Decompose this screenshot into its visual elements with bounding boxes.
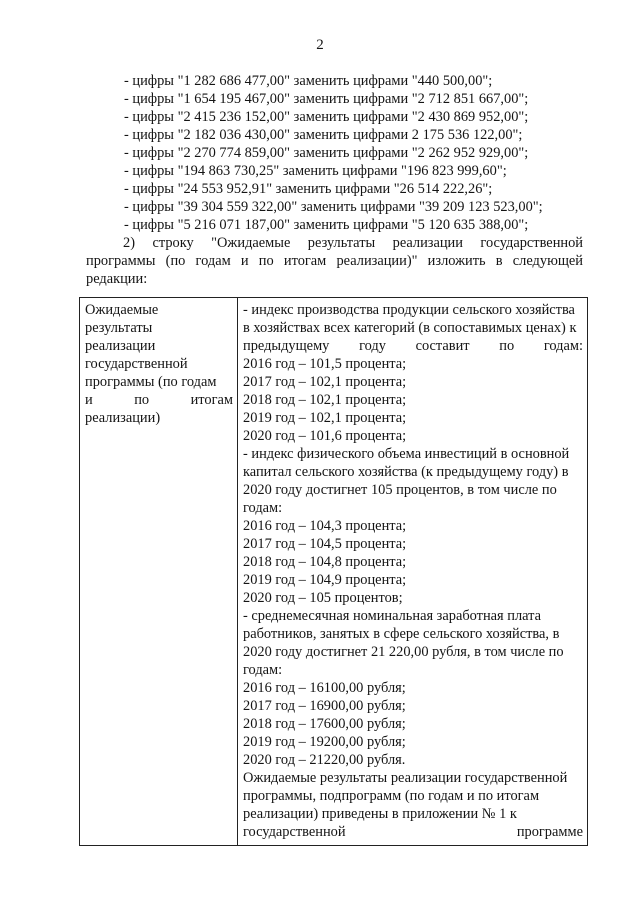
replacement-item: - цифры "5 216 071 187,00" заменить цифрами "5 120 635 388,00";: [124, 217, 529, 233]
indicator-investment-text: - индекс физического объема инвестиций в основной капитал сельского хозяйства (к предыдущему году) в 2020 году достигнет 105 процентов, в том числе по годам:: [243, 446, 570, 516]
year-value: 2019 год – 19200,00 рубля;: [243, 734, 406, 750]
year-value: 2016 год – 16100,00 рубля;: [243, 680, 406, 696]
year-value: 2017 год – 102,1 процента;: [243, 374, 407, 390]
label-cell: [80, 298, 238, 846]
replacement-item: - цифры "1 654 195 467,00" заменить цифрами "2 712 851 667,00";: [124, 91, 529, 107]
year-value: 2018 год – 102,1 процента;: [243, 392, 407, 408]
replacement-item: - цифры "2 415 236 152,00" заменить цифрами "2 430 869 952,00";: [124, 109, 529, 125]
replacement-item: - цифры "2 182 036 430,00" заменить цифрами 2 175 536 122,00";: [124, 127, 523, 143]
table-row: [80, 298, 588, 846]
year-value: 2017 год – 16900,00 рубля;: [243, 698, 406, 714]
label-line: реализации: [85, 338, 156, 354]
indicator-production-text: - индекс производства продукции сельского хозяйства в хозяйствах всех категорий (в сопоставимых ценах) к предыдущему году составит по годам:: [243, 302, 583, 354]
label-line: программы (по годам: [85, 374, 217, 390]
replacement-item: - цифры "39 304 559 322,00" заменить цифрами "39 209 123 523,00";: [124, 199, 543, 215]
label-line: Ожидаемые: [85, 302, 159, 318]
year-value: 2017 год – 104,5 процента;: [243, 536, 407, 552]
replacement-item: - цифры "2 270 774 859,00" заменить цифрами "2 262 952 929,00";: [124, 145, 529, 161]
year-value: 2019 год – 104,9 процента;: [243, 572, 407, 588]
replacement-item: - цифры "1 282 686 477,00" заменить цифрами "440 500,00";: [124, 73, 493, 89]
label-line: и по итогам: [85, 392, 233, 408]
closing-text: Ожидаемые результаты реализации государственной программы, подпрограмм (по годам и по итогам реализации) приведены в приложении № 1 к государственной программе: [243, 770, 583, 840]
instruction-paragraph: 2) строку "Ожидаемые результаты реализации государственной программы (по годам и по итогам реализации)" изложить в следующей редакции:: [86, 235, 583, 287]
replacement-item: - цифры "194 863 730,25" заменить цифрами "196 823 999,60";: [124, 163, 507, 179]
year-value: 2020 год – 101,6 процента;: [243, 428, 407, 444]
replacement-list: [124, 72, 584, 234]
year-value: 2016 год – 101,5 процента;: [243, 356, 407, 372]
year-value: 2018 год – 104,8 процента;: [243, 554, 407, 570]
results-table: [79, 297, 588, 846]
year-value: 2020 год – 105 процентов;: [243, 590, 403, 606]
year-value: 2019 год – 102,1 процента;: [243, 410, 407, 426]
replacement-item: - цифры "24 553 952,91" заменить цифрами "26 514 222,26";: [124, 181, 493, 197]
content-cell: [238, 298, 588, 846]
page-number: 2: [316, 37, 324, 53]
year-value: 2016 год – 104,3 процента;: [243, 518, 407, 534]
label-line: результаты: [85, 320, 153, 336]
year-value: 2020 год – 21220,00 рубля.: [243, 752, 406, 768]
label-line: государственной: [85, 356, 188, 372]
label-line: реализации): [85, 410, 161, 426]
indicator-salary-text: - среднемесячная номинальная заработная плата работников, занятых в сфере сельского хозяйства, в 2020 году достигнет 21 220,00 рубля, в том числе по годам:: [243, 608, 564, 678]
year-value: 2018 год – 17600,00 рубля;: [243, 716, 406, 732]
